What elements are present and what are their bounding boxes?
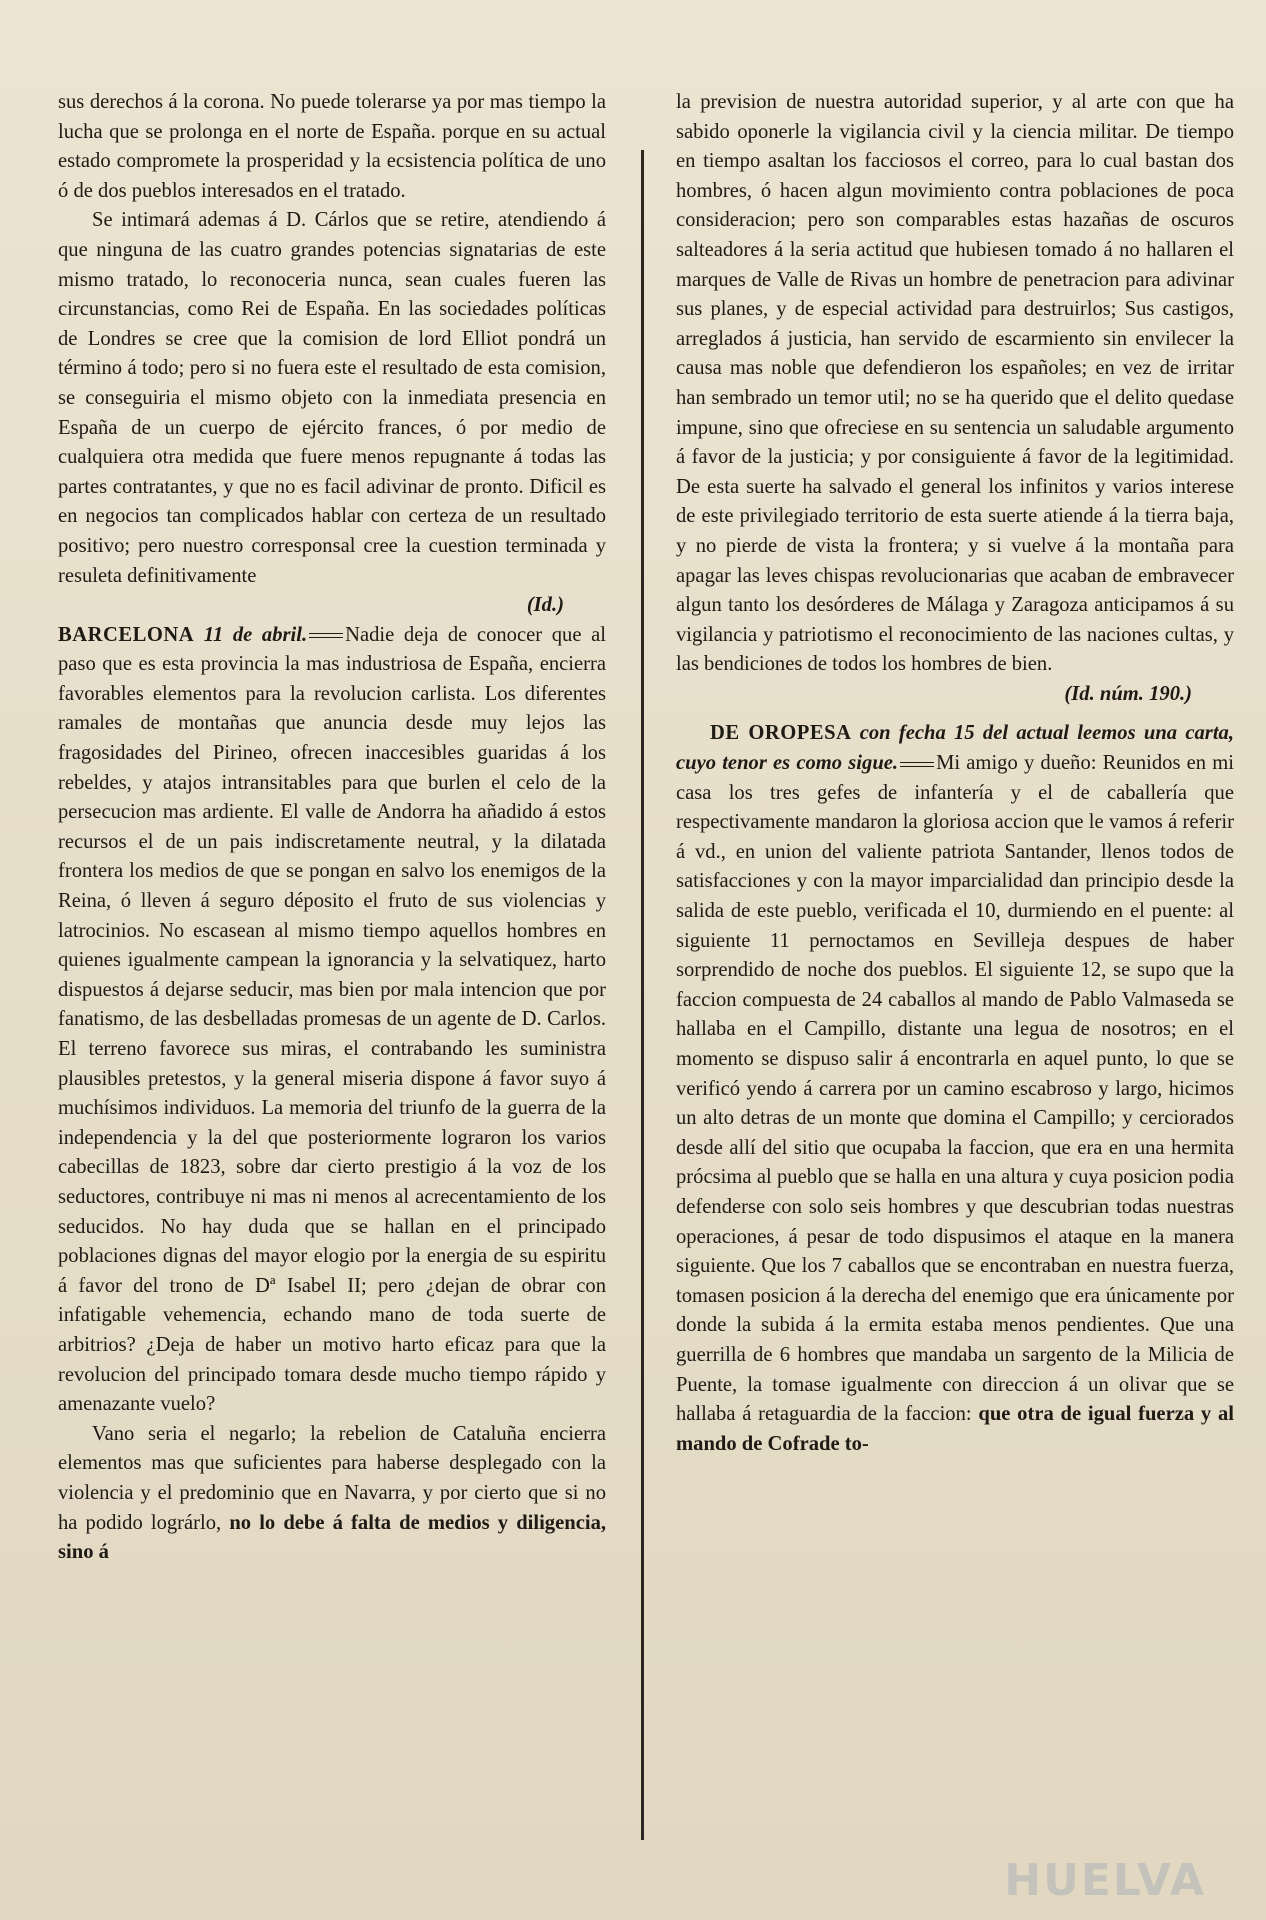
- paragraph-continuation: sus derechos á la corona. No puede tolerarse ya por mas tiempo la lucha que se prolonga en el norte de España. porque en su actual estado compromete la prosperidad y la ecsistencia política de uno ó de dos pueblos interesados en el tratado.: [58, 91, 606, 202]
- dash-rule: [309, 633, 343, 638]
- oropesa-letter-text: Mi amigo y dueño: Reunidos en mi casa los tres gefes de infantería y el de caballería que respectivamente mandaron la gloriosa accion que le vamos á referir á vd., en union del valiente patriota Santander, llenos todos de satisfacciones y con la mayor imparcialidad dan principio desde la salida de este pueblo, verificada el 10, durmiendo en el puente: al siguiente 11 pernoctamos en Sevilleja despues de haber sorprendido de noche dos pueblos. El siguiente 12, se supo que la faccion compuesta de 24 caballos al mando de Pablo Valmaseda se hallaba en el Campillo, distante una legua de nosotros; en el momento se dispuso salir á encontrarla en aquel punto, lo que se verificó yendo á carrera por un camino escabroso y largo, hicimos un alto detras de un monte que domina el Campillo; y cerciorados desde allí del sitio que ocupaba la faccion, que era en una hermita prócsima al pueblo que se halla en una altura y cuya posicion podia defenderse con solo seis hombres y que descubrian todas nuestras operaciones, á pesar de todo dispusimos el ataque en la manera siguiente. Que los 7 caballos que se encontraban en nuestra fuerza, tomasen posicion á la derecha del enemigo que era únicamente por donde la subida á la ermita estaba menos pendientes. Que una guerrilla de 6 hombres que mandaba un sargento de la Milicia de Puente, la tomase igualmente con direccion á un olivar que se hallaba á retaguardia de la faccion:: [676, 752, 1234, 1426]
- paragraph-prevision: la prevision de nuestra autoridad superior, y al arte con que ha sabido oponerle la vigilancia civil y la ciencia militar. De tiempo en tiempo asaltan los facciosos el correo, para lo cual bastan dos hombres, ó hacen algun movimiento contra poblaciones de poca consideracion; pero son comparables estas hazañas de oscuros salteadores á la seria actitud que hubiesen tomado á no hallaren el marques de Valle de Rivas un hombre de penetracion para adivinar sus planes, y de especial actividad para destruirlos; Sus castigos, arreglados á justicia, han servido de escarmiento sin envilecer la causa mas noble que defendieron los españoles; en vez de irritar han sembrado un temor util; no se ha querido que el delito quedase impune, sino que ofreciese en su sentencia un saludable argumento á favor de la justicia; y por consiguiente á favor de la legitimidad. De esta suerte ha salvado el general los infinitos y varios interese de este privilegiado territorio de esta suerte atiende á la tierra baja, y no pierde de vista la frontera; y si vuelve á la montaña para apagar las leves chispas revolucionarias que acaban de embravecer algun tanto los desórderes de Málaga y Zaragoza anticipamos á su vigilancia y patriotismo el reconocimiento de las naciones cultas, y las bendiciones de todos los hombres de bien.: [676, 91, 1234, 676]
- paragraph-intimation-text: Se intimará ademas á D. Cárlos que se retire, atendiendo á que ninguna de las cuatro grandes potencias signatarias de este mismo tratado, lo reconoceria nunca, sean cuales fueren las circunstancias, como Rei de España. En las sociedades políticas de Londres se cree que la comision de lord Elliot pondrá un término á todo; pero si no fuera este el resultado de esta comision, se conseguiria el mismo objeto con la inmediata presencia en España de un cuerpo de ejército frances, ó por medio de cualquiera otra medida que fuere menos repugnante á todas las partes contratantes, y que no es facil adivinar de pronto. Dificil es en negocios tan complicados hablar con certeza de un resultado positivo; pero nuestro corresponsal cree la cuestion terminada y resuleta definitivamente: [58, 209, 606, 587]
- column-divider: [641, 150, 644, 1840]
- right-column: [676, 88, 1234, 1459]
- paragraph-intimation: [58, 206, 606, 591]
- paragraph-rebellion-text: Vano seria el negarlo; la rebelion de Cataluña encierra elementos mas que suficientes para haberse desplegado con la violencia y el predominio que en Navarra, y por cierto que si no ha podido lográrlo,: [58, 1422, 606, 1534]
- barcelona-place: BARCELONA: [58, 623, 195, 646]
- source-signature: (Id.): [526, 594, 564, 617]
- archive-watermark: HUELVA: [1004, 1855, 1206, 1906]
- source-signature-190: (Id. núm. 190.): [1064, 682, 1192, 705]
- paragraph-rebellion-last-line: no lo debe á falta de medios y diligencia, sino á: [58, 1511, 607, 1564]
- dash-rule-2: [900, 762, 934, 767]
- oropesa-article: [676, 719, 1234, 1459]
- barcelona-date: 11 de abril.: [203, 623, 308, 646]
- oropesa-intro: con fecha 15 del actual leemos una carta, cuyo tenor es como sigue.: [676, 722, 1234, 775]
- oropesa-last-line: que otra de igual fuerza y al mando de Cofrade to-: [676, 1403, 1234, 1455]
- oropesa-place: DE OROPESA: [710, 722, 852, 745]
- paragraph-rebellion: [58, 1420, 606, 1568]
- left-column: [58, 88, 606, 1568]
- barcelona-article: [58, 621, 606, 1420]
- barcelona-text: Nadie deja de conocer que al paso que es esta provincia la mas industriosa de España, encierra favorables elementos para la revolucion carlista. Los diferentes ramales de montañas que anuncia desde muy lejos las fragosidades del Pirineo, ofrecen inaccesibles guaridas á los rebeldes, y atajos intransitables para que burlen el celo de la persecucion mas ardiente. El valle de Andorra ha añadido á estos recursos el de un pais indiscretamente neutral, y la dilatada frontera los medios de que se pongan en salvo los enemigos de la Reina, ó lleven á seguro déposito el fruto de sus violencias y latrocinios. No escasean al mismo tiempo aquellos hombres en quienes igualmente campean la ignorancia y la selvatiquez, harto dispuestos á dejarse seducir, mas bien por mala intencion que por fanatismo, de las desbelladas promesas de un agente de D. Carlos. El terreno favorece sus miras, el contrabando les suministra plausibles pretestos, y la general miseria dispone á favor suyo á muchísimos individuos. La memoria del triunfo de la guerra de la independencia y la del que posteriormente lograron los varios cabecillas de 1823, sobre dar cierto prestigio á la voz de los seductores, contribuye ni mas ni menos al acrecentamiento de los seducidos. No hay duda que se hallan en el principado poblaciones dignas del mayor elogio por la energia de su espiritu á favor del trono de Dª Isabel II; pero ¿dejan de obrar con infatigable vehemencia, echando mano de toda suerte de arbitrios? ¿Deja de haber un motivo harto eficaz para que la revolucion del principado tomara desde mucho tiempo rápido y amenazante vuelo?: [58, 623, 606, 1416]
